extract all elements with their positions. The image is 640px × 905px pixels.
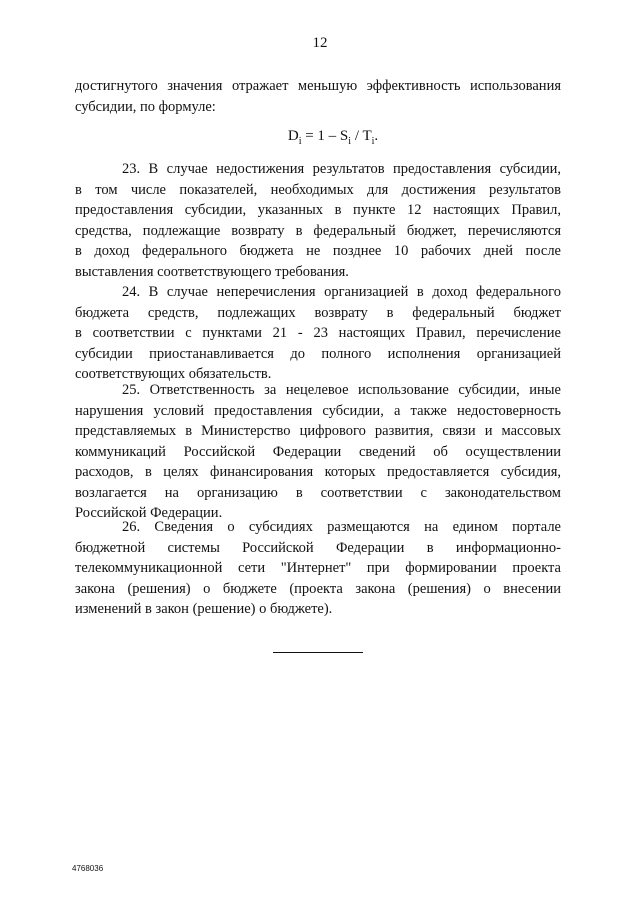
formula-subscript: i: [298, 136, 302, 147]
text-line: предоставления субсидии, указанных в пункте 12 настоящих Правил,: [75, 202, 561, 218]
text-line: в том числе показателей, необходимых для достижения результатов: [75, 181, 561, 198]
formula-subscript: i: [371, 136, 375, 147]
formula-part: = 1 – S: [301, 128, 349, 144]
text-line: в доход федерального бюджета не позднее 10 рабочих дней после: [75, 243, 561, 259]
text-line: коммуникаций Российской Федерации сведений об осуществлении: [75, 443, 561, 460]
text-line: возлагается на организацию в соответствии с законодательством: [75, 484, 561, 501]
text-line: закона (решения) о бюджете (проекта закона (решения) о внесении: [75, 580, 561, 597]
text-line: в соответствии с пунктами 21 - 23 настоящих Правил, перечисление: [75, 325, 561, 341]
text-line: нарушения условий предоставления субсидии, а также недостоверность: [75, 402, 561, 419]
text-line: расходов, в целях финансирования которых предоставляется субсидия,: [75, 464, 561, 480]
text-line: представляемых в Министерство цифрового развития, связи и массовых: [75, 423, 561, 439]
text-line: 23. В случае недостижения результатов предоставления субсидии,: [122, 161, 561, 177]
text-line: соответствующих обязательств.: [75, 366, 272, 382]
text-line: средства, подлежащие возврату в федеральный бюджет, перечисляются: [75, 222, 561, 239]
paragraph-25: [75, 380, 561, 524]
text-line: достигнутого значения отражает меньшую эффективность использования: [75, 78, 561, 94]
formula-part: .: [374, 128, 379, 144]
formula-subscript: i: [348, 136, 352, 147]
text-line: телекоммуникационной сети "Интернет" при формировании проекта: [75, 560, 561, 576]
text-line: Российской Федерации.: [75, 505, 223, 521]
text-line: выставления соответствующего требования.: [75, 263, 349, 280]
text-line: субсидии приостанавливается до полного исполнения организацией: [75, 345, 561, 362]
document-id: 4768036: [72, 864, 104, 873]
text-line: изменений в закон (решение) о бюджете).: [75, 601, 333, 617]
end-divider: [273, 652, 363, 653]
text-line: бюджетной системы Российской Федерации в информационно-: [75, 539, 561, 556]
formula: [0, 128, 640, 147]
intro-paragraph: [75, 76, 561, 117]
paragraph-24: [75, 282, 561, 385]
paragraph-23: [75, 159, 561, 282]
text-line: 26. Сведения о субсидиях размещаются на едином портале: [122, 519, 561, 535]
text-line: 24. В случае неперечисления организацией в доход федерального: [122, 284, 561, 300]
page-number: 12: [312, 35, 328, 51]
text-line: бюджета средств, подлежащих возврату в федеральный бюджет: [75, 304, 561, 321]
paragraph-26: [75, 517, 561, 620]
formula-part: / T: [351, 128, 372, 144]
text-line: 25. Ответственность за нецелевое использование субсидии, иные: [122, 382, 561, 398]
formula-part: D: [287, 128, 299, 144]
text-line: субсидии, по формуле:: [75, 98, 216, 115]
